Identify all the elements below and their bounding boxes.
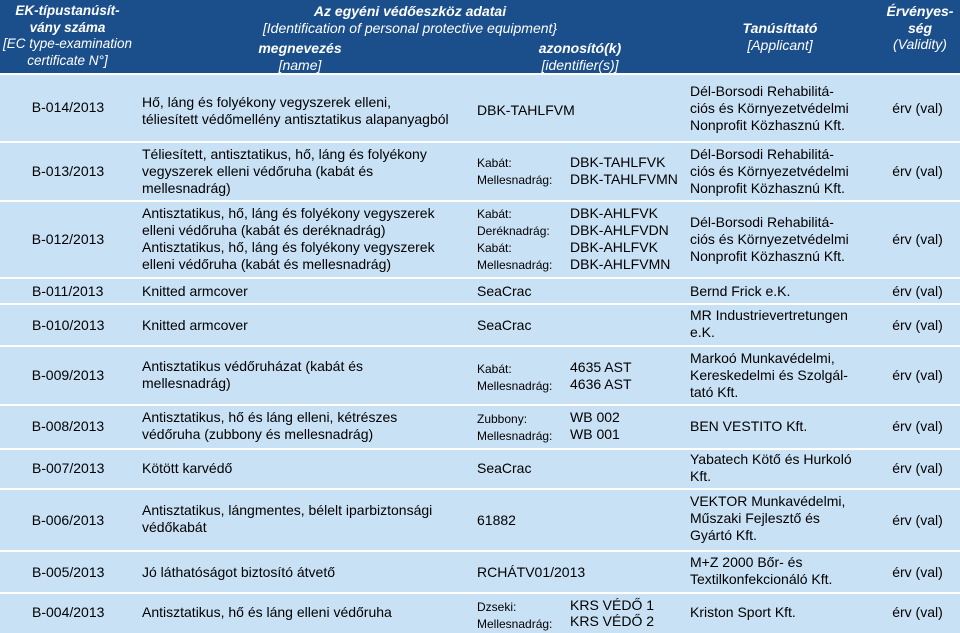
certificate-number: B-010/2013 [32, 317, 105, 333]
product-name-line: Antisztatikus, hő, láng és folyékony vegyszerek [142, 205, 435, 221]
applicant-line: Markoó Munkavédelmi, [690, 350, 835, 366]
applicant-line: Kereskedelmi és Szolgál- [690, 367, 848, 383]
header-applicant [680, 20, 880, 53]
header-text: EK-típustanúsít- [15, 3, 120, 18]
validity: érv (val) [892, 564, 943, 580]
validity: érv (val) [892, 283, 943, 299]
identifier-label: Kabát: [477, 362, 512, 376]
header-text: Tanúsíttató [742, 20, 818, 36]
certificate-number: B-011/2013 [32, 283, 104, 299]
table-row [0, 143, 960, 200]
table-row [0, 406, 960, 448]
identifier-label: Mellesnadrág: [477, 429, 553, 443]
header-ppe-data [140, 3, 680, 36]
identifier: DBK-AHLFVDN [570, 222, 669, 238]
table-row [0, 490, 960, 550]
header-text: [EC type-examination [2, 36, 133, 51]
product-name-line: elleni védőruha (kabát és mellesnadrág) [142, 256, 392, 272]
product-name [142, 94, 472, 128]
table-header [0, 0, 960, 73]
certificate-number: B-006/2013 [31, 512, 105, 528]
table-row [0, 305, 960, 345]
header-text: [Identification of personal protective equipment} [262, 19, 558, 36]
table-row [0, 347, 960, 404]
certificate-number: B-009/2013 [31, 367, 105, 383]
header-validity [880, 3, 960, 53]
applicant-line: Dél-Borsodi Rehabilitá- [690, 83, 834, 99]
product-name [142, 146, 472, 197]
applicant [690, 493, 875, 544]
header-text: Az egyéni védőeszköz adatai [313, 3, 507, 19]
identifier-label: Deréknadrág: [477, 224, 550, 238]
applicant: Bernd Frick e.K. [690, 283, 791, 299]
validity: érv (val) [892, 367, 943, 383]
applicant [690, 214, 875, 265]
applicant-line: M+Z 2000 Bőr- és [690, 554, 803, 570]
product-name-line: védőkabát [142, 519, 207, 535]
product-name-line: Antisztatikus, hő és láng elleni, kétrészes [142, 409, 398, 425]
identifier-label: Mellesnadrág: [477, 617, 553, 631]
validity: érv (val) [892, 163, 943, 179]
product-name-line: Téliesített, antisztatikus, hő, láng és folyékony [142, 146, 427, 162]
applicant-line: ciós és Környezetvédelmi [690, 100, 849, 116]
header-text: ség [907, 19, 933, 36]
applicant-line: ciós és Környezetvédelmi [690, 163, 849, 179]
product-name-line: mellesnadrág) [142, 180, 231, 196]
certificate-number: B-004/2013 [32, 604, 105, 620]
header-identifier [470, 40, 690, 73]
certificate-number: B-014/2013 [31, 99, 105, 115]
applicant-line: Nonprofit Közhasznú Kft. [690, 117, 845, 133]
applicant-line: ciós és Környezetvédelmi [690, 231, 849, 247]
applicant-line: tató Kft. [690, 384, 739, 400]
identifier: 4636 AST [570, 376, 632, 392]
table-row [0, 594, 960, 633]
product-name [142, 409, 472, 443]
validity: érv (val) [892, 231, 943, 247]
header-text: [name] [278, 56, 322, 73]
product-name: Knitted armcover [142, 283, 248, 299]
header-text: [identifier(s)] [541, 56, 619, 73]
header-text: Érvényes- [886, 3, 954, 19]
identifier-label: Kabát: [477, 241, 512, 255]
product-name-line: vegyszerek elleni védőruha (kabát és [142, 163, 374, 179]
product-name-line: Antisztatikus védőruházat (kabát és [142, 358, 364, 374]
identifier: SeaCrac [477, 283, 532, 299]
certificate-number: B-007/2013 [32, 460, 105, 476]
applicant-line: Yabatech Kötő és Hurkoló [690, 451, 852, 467]
header-text: (Validity) [893, 36, 947, 52]
product-name: Knitted armcover [142, 317, 248, 333]
header-text: azonosító(k) [538, 40, 622, 56]
validity: érv (val) [892, 418, 943, 434]
identifier: KRS VÉDŐ 1 [570, 597, 655, 613]
applicant-line: Nonprofit Közhasznú Kft. [690, 180, 845, 196]
applicant-line: e.K. [690, 324, 715, 340]
validity: érv (val) [892, 460, 943, 476]
applicant-line: MR Industrievertretungen [690, 307, 848, 323]
header-text: vány száma [29, 19, 106, 35]
identifier: SeaCrac [477, 460, 532, 476]
applicant-line: Gyártó Kft. [690, 527, 757, 543]
product-name [142, 502, 472, 536]
product-name: Antisztatikus, hő és láng elleni védőruha [142, 604, 392, 620]
product-name-line: Antisztatikus, lángmentes, bélelt iparbiztonsági [142, 502, 433, 518]
table-row [0, 279, 960, 303]
table-row [0, 202, 960, 277]
applicant [690, 146, 875, 197]
identifier-label: Zubbony: [477, 412, 528, 426]
applicant: BEN VESTITO Kft. [690, 418, 808, 434]
identifier-label: Kabát: [477, 156, 512, 170]
identifier: SeaCrac [477, 317, 532, 333]
applicant [690, 83, 875, 134]
applicant-line: Kft. [690, 468, 712, 484]
identifier: WB 001 [570, 426, 620, 442]
identifier: DBK-TAHLFVK [570, 154, 666, 170]
identifier-label: Mellesnadrág: [477, 379, 553, 393]
validity: érv (val) [892, 100, 943, 116]
applicant-line: Műszaki Fejlesztő és [690, 510, 820, 526]
identifier-label: Dzseki: [477, 600, 517, 614]
identifier-label: Mellesnadrág: [477, 258, 553, 272]
identifier: 61882 [477, 512, 516, 528]
identifier: WB 002 [570, 409, 620, 425]
product-name-line: mellesnadrág) [142, 375, 231, 391]
table-row [0, 552, 960, 592]
applicant: Kriston Sport Kft. [690, 604, 796, 620]
identifier: 4635 AST [570, 359, 632, 375]
applicant [690, 554, 875, 588]
certificate-number: B-012/2013 [31, 231, 105, 247]
product-name-line: Hő, láng és folyékony vegyszerek elleni, [142, 94, 392, 110]
identifier: DBK-AHLFVK [570, 239, 658, 255]
header-text: certificate N°] [27, 52, 108, 68]
applicant-line: Dél-Borsodi Rehabilitá- [690, 146, 834, 162]
identifier: DBK-TAHLFVMN [570, 171, 678, 187]
identifier-label: Kabát: [477, 207, 512, 221]
applicant-line: Textilkonfekcionáló Kft. [690, 571, 833, 587]
applicant [690, 307, 875, 341]
applicant [690, 350, 875, 401]
certificate-number: B-013/2013 [31, 163, 105, 179]
product-name-line: védőruha (zubbony és mellesnadrág) [142, 426, 374, 442]
header-name [200, 40, 400, 73]
applicant-line: VEKTOR Munkavédelmi, [690, 493, 846, 509]
validity: érv (val) [892, 317, 943, 333]
identifier: KRS VÉDŐ 2 [570, 613, 655, 629]
table-row [0, 75, 960, 141]
product-name [142, 358, 472, 392]
header-text: [Applicant] [747, 36, 813, 53]
identifier: RCHÁTV01/2013 [477, 564, 586, 580]
validity: érv (val) [892, 512, 943, 528]
identifier: DBK-TAHLFVM [477, 102, 575, 118]
table-row [0, 450, 960, 488]
product-name [142, 205, 472, 273]
certificate-number: B-008/2013 [31, 418, 105, 434]
applicant-line: Dél-Borsodi Rehabilitá- [690, 214, 834, 230]
product-name-line: téliesített védőmellény antisztatikus alapanyagból [142, 111, 449, 127]
product-name-line: elleni védőruha (kabát és deréknadrág) [142, 222, 386, 238]
identifier: DBK-AHLFVMN [570, 256, 671, 272]
header-text: megnevezés [258, 40, 342, 56]
applicant-line: Nonprofit Közhasznú Kft. [690, 248, 845, 264]
applicant [690, 451, 875, 485]
product-name: Jó láthatóságot biztosító átvető [142, 564, 336, 580]
certificate-number: B-005/2013 [32, 564, 105, 580]
product-name: Kötött karvédő [142, 460, 233, 476]
product-name-line: Antisztatikus, hő, láng és folyékony vegyszerek [142, 239, 435, 255]
identifier: DBK-AHLFVK [570, 205, 658, 221]
identifier-label: Mellesnadrág: [477, 173, 553, 187]
header-certificate-number [0, 3, 135, 69]
validity: érv (val) [892, 604, 943, 620]
